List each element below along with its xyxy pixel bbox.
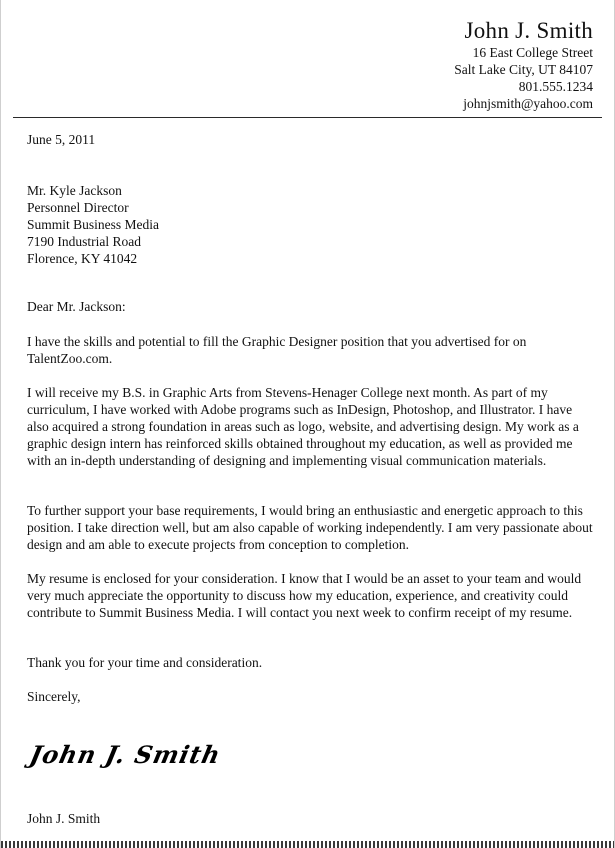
recipient-street: 7190 Industrial Road [27, 234, 141, 249]
sender-city-state-zip: Salt Lake City, UT 84107 [454, 62, 593, 77]
body-paragraph [27, 333, 597, 367]
sender-email: johnjsmith@yahoo.com [463, 96, 593, 111]
handwritten-signature: John J. Smith [27, 740, 224, 769]
recipient-name: Mr. Kyle Jackson [27, 183, 122, 198]
closing: Sincerely, [27, 689, 81, 704]
recipient-company: Summit Business Media [27, 217, 160, 232]
body-paragraph [27, 502, 597, 553]
sender-phone: 801.555.1234 [518, 79, 593, 94]
recipient-address [27, 182, 597, 267]
sender-name: John J. Smith [464, 18, 593, 43]
recipient-title: Personnel Director [27, 200, 129, 215]
recipient-city-state-zip: Florence, KY 41042 [27, 251, 138, 266]
paragraph-text: My resume is enclosed for your consideration. I know that I would be an asset to your team and would very much appreciate the opportunity to discuss how my education, experience, and creativity could contribute to Summit Business Media. I will contact you next week to confirm receipt of my resume. [27, 571, 582, 620]
paragraph-text: I will receive my B.S. in Graphic Arts from Stevens-Henager College next month. As part of my curriculum, I have worked with Adobe programs such as InDesign, Photoshop, and Illustrator. I have also acquired a strong foundation in areas such as logo, website, and advertising design. My work as a graphic design intern has reinforced skills obtained throughout my education, as well as provided me with an in-depth understanding of designing and implementing visual communication materials. [27, 385, 579, 468]
page-bottom-edge [1, 841, 614, 848]
salutation: Dear Mr. Jackson: [27, 299, 126, 314]
body-paragraph [27, 654, 597, 671]
paragraph-text: To further support your base requirements, I would bring an enthusiastic and energetic approach to this position. I take direction well, but am also capable of working independently. I am very passionate about design and am able to execute projects from conception to completion. [27, 503, 593, 552]
typed-name: John J. Smith [27, 811, 101, 826]
paragraph-text: Thank you for your time and consideration. [27, 655, 263, 670]
sender-header [454, 18, 593, 112]
body-paragraph [27, 384, 597, 469]
sender-street: 16 East College Street [472, 45, 593, 60]
letter-date: June 5, 2011 [27, 132, 96, 147]
paragraph-text: I have the skills and potential to fill the Graphic Designer position that you advertised for on TalentZoo.com. [27, 334, 527, 366]
header-divider [13, 117, 602, 118]
body-paragraph [27, 570, 597, 621]
